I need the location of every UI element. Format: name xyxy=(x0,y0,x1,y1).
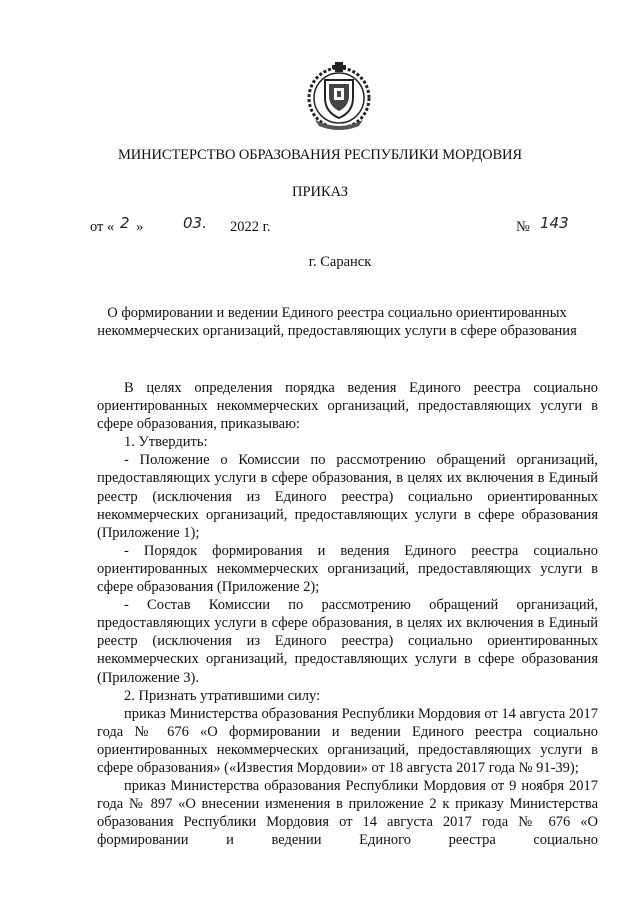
paragraph: - Порядок формирования и ведения Единого реестра социально ориентированных некоммерческих организаций, предоставляющих услуги в сфере образования (Приложение 2); xyxy=(97,542,598,596)
paragraph: 2. Признать утратившими силу: xyxy=(124,687,321,704)
order-subject xyxy=(97,304,577,340)
ministry-name: МИНИСТЕРСТВО ОБРАЗОВАНИЯ РЕСПУБЛИКИ МОРДОВИЯ xyxy=(117,147,523,163)
coat-of-arms-emblem xyxy=(301,58,377,132)
date-year: 2022 г. xyxy=(230,219,271,235)
paragraph: приказ Министерства образования Республики Мордовия от 9 ноября 2017 года № 897 «О внесении изменения в приложение 2 к приказу Министерства образования Республики Мордовия от 14 августа 2017 года № 676 «О формировании и ведении Единого реестра социально xyxy=(97,778,598,849)
paragraph: приказ Министерства образования Республики Мордовия от 14 августа 2017 года № 676 «О формировании и ведении Единого реестра социально ориентированных некоммерческих организаций, предоставляющих услуги в сфере образования» («Известия Мордовии» от 18 августа 2017 года № 91-39); xyxy=(97,705,598,776)
paragraph: 1. Утвердить: xyxy=(124,434,208,451)
order-body xyxy=(97,379,598,849)
paragraph: - Состав Комиссии по рассмотрению обращений организаций, предоставляющих услуги в сфере образования, в целях их включения в Единый реестр (исключения из Единого реестра) социально ориентированных некоммерческих организаций, предоставляющих услуги в сфере образования (Приложение 3). xyxy=(97,597,598,686)
subject-line-2: некоммерческих организаций, предоставляющих услуги в сфере образования xyxy=(97,323,577,339)
date-day-handwritten: 2 xyxy=(120,214,130,232)
date-prefix: от « xyxy=(90,219,115,235)
date-month-handwritten: 03. xyxy=(183,214,207,232)
paragraph: В целях определения порядка ведения Единого реестра социально ориентированных некоммерческих организаций, предоставляющих услуги в сфере образования, приказываю: xyxy=(97,380,598,433)
number-label: № xyxy=(516,219,530,235)
document-type: ПРИКАЗ xyxy=(291,184,349,200)
paragraph: - Положение о Комиссии по рассмотрению обращений организаций, предоставляющих услуги в сфере образования, в целях их включения в Единый реестр (исключения из Единого реестра) социально ориентированных некоммерческих организаций, предоставляющих услуги в сфере образования (Приложение 1); xyxy=(97,452,598,541)
subject-line-1: О формировании и ведении Единого реестра социально ориентированных xyxy=(107,305,567,321)
city: г. Саранск xyxy=(308,254,372,270)
date-close-quote: » xyxy=(136,219,144,235)
date-number-line xyxy=(90,214,590,243)
order-number-handwritten: 143 xyxy=(540,214,569,232)
